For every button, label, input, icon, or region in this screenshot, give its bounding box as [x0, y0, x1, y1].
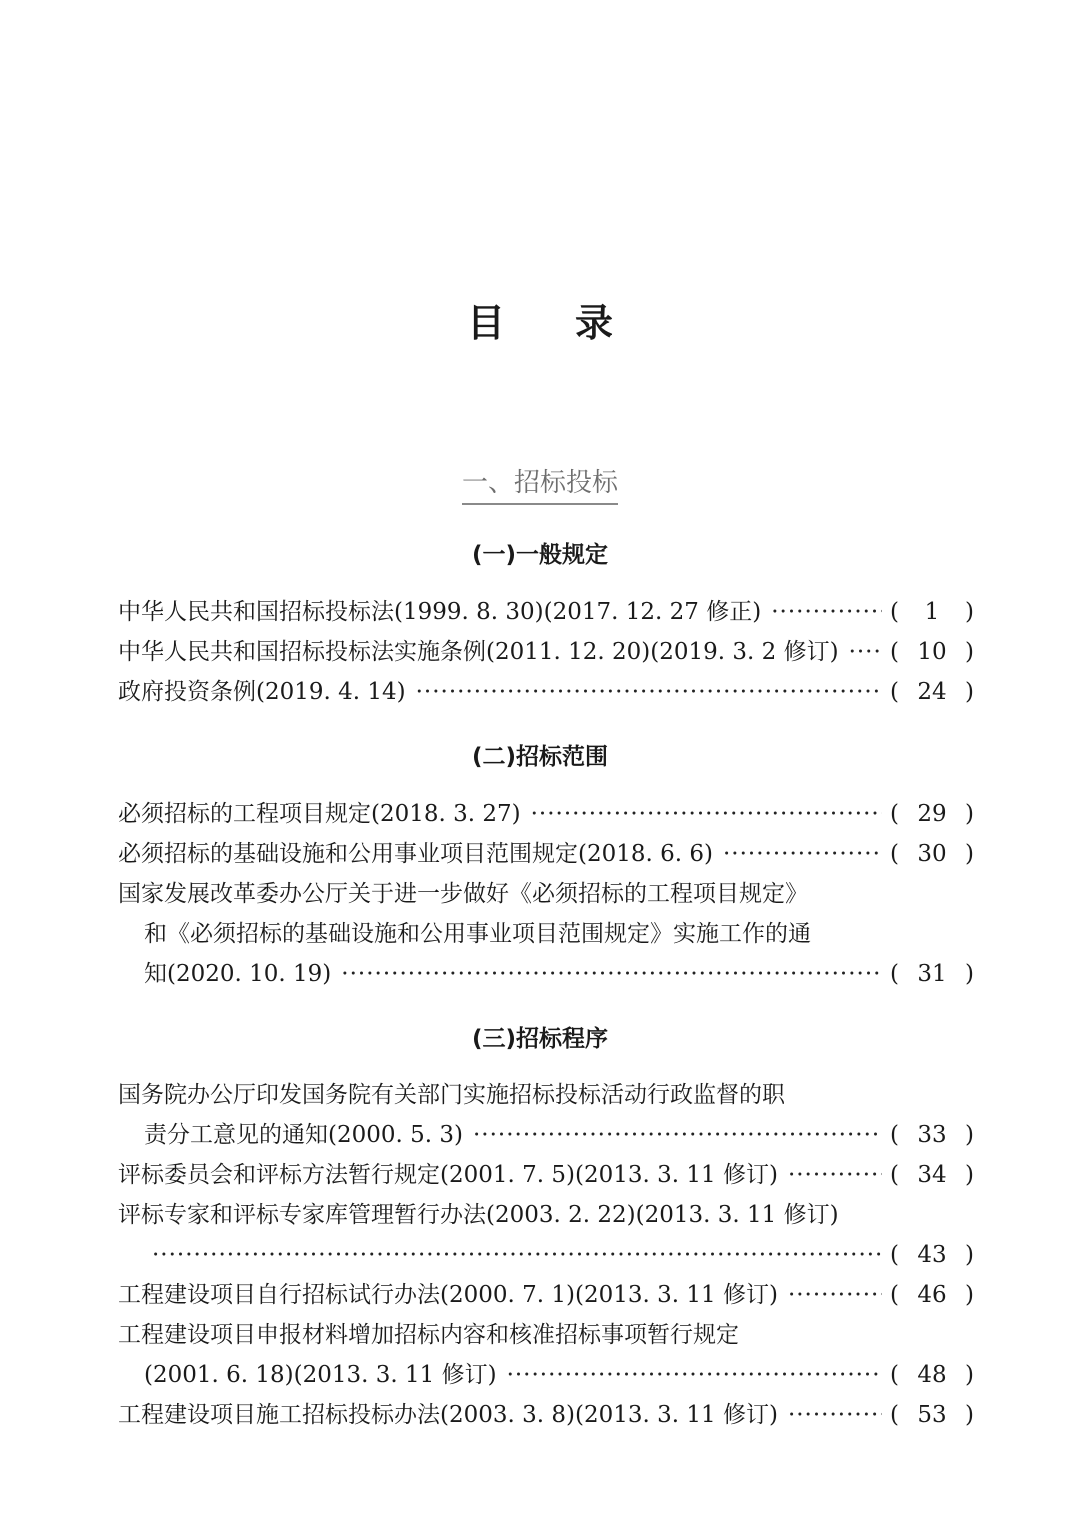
part-heading-text: 一、招标投标	[462, 462, 618, 505]
page-number: ( 24 )	[890, 679, 974, 705]
page-number: ( 31 )	[890, 961, 974, 987]
dot-leader	[723, 836, 882, 872]
dot-leader	[473, 1117, 882, 1153]
dot-leader	[341, 956, 882, 992]
toc-entry[interactable]	[118, 796, 974, 832]
page-number: ( 1 )	[890, 599, 974, 625]
page-number: ( 34 )	[890, 1162, 974, 1188]
toc-entry-title: 中华人民共和国招标投标法实施条例(2011. 12. 20)(2019. 3. 2 修订)	[118, 639, 839, 665]
page-number: ( 10 )	[890, 639, 974, 665]
dot-leader	[788, 1277, 882, 1313]
toc-entry-title: 评标专家和评标专家库管理暂行办法(2003. 2. 22)(2013. 3. 11 修订)	[118, 1202, 839, 1228]
page-number: ( 46 )	[890, 1282, 974, 1308]
toc-entry-continued[interactable]	[118, 1197, 974, 1233]
toc-entry[interactable]	[118, 1277, 974, 1313]
toc-entry[interactable]	[118, 594, 974, 630]
page-number: ( 43 )	[890, 1242, 974, 1268]
page-number: ( 48 )	[890, 1362, 974, 1388]
toc-entry-title: 国家发展改革委办公厅关于进一步做好《必须招标的工程项目规定》	[118, 881, 808, 907]
toc-entry-title: 工程建设项目申报材料增加招标内容和核准招标事项暂行规定	[118, 1322, 739, 1348]
dot-leader	[788, 1397, 882, 1433]
toc-entry-title: 责分工意见的通知(2000. 5. 3)	[144, 1122, 463, 1148]
toc-entry[interactable]	[118, 836, 974, 872]
dot-leader	[771, 594, 882, 630]
dot-leader	[531, 796, 882, 832]
toc-entry-title: 政府投资条例(2019. 4. 14)	[118, 679, 406, 705]
dot-leader	[507, 1357, 882, 1393]
page-title	[0, 292, 1080, 347]
dot-leader	[152, 1237, 882, 1273]
dot-leader	[788, 1157, 882, 1193]
page-number: ( 30 )	[890, 841, 974, 867]
toc-entry-title: (2001. 6. 18)(2013. 3. 11 修订)	[144, 1362, 497, 1388]
toc-entry-title: 必须招标的基础设施和公用事业项目范围规定(2018. 6. 6)	[118, 841, 713, 867]
toc-entry-continued[interactable]	[144, 916, 974, 952]
part-heading	[0, 462, 1080, 505]
section-heading-general: (一)一般规定	[471, 542, 609, 568]
toc-entry[interactable]	[118, 634, 974, 670]
toc-entry[interactable]	[144, 1117, 974, 1153]
section-heading-procedure: (三)招标程序	[471, 1026, 609, 1052]
toc-entry[interactable]	[144, 1357, 974, 1393]
page-number: ( 29 )	[890, 801, 974, 827]
toc-entry[interactable]	[118, 1157, 974, 1193]
toc-entry-title: 国务院办公厅印发国务院有关部门实施招标投标活动行政监督的职	[118, 1082, 785, 1108]
toc-entry[interactable]	[144, 956, 974, 992]
page-number: ( 33 )	[890, 1122, 974, 1148]
section-heading-scope: (二)招标范围	[471, 744, 609, 770]
toc-entry-title: 中华人民共和国招标投标法(1999. 8. 30)(2017. 12. 27 修正)	[118, 599, 762, 625]
toc-entry-title: 工程建设项目自行招标试行办法(2000. 7. 1)(2013. 3. 11 修订)	[118, 1282, 778, 1308]
toc-entry-title: 知(2020. 10. 19)	[144, 961, 332, 987]
toc-entry-title: 和《必须招标的基础设施和公用事业项目范围规定》实施工作的通	[144, 921, 811, 947]
dot-leader	[849, 634, 882, 670]
toc-entry[interactable]	[144, 1237, 974, 1273]
toc-entry-continued[interactable]	[118, 876, 974, 912]
toc-entry-continued[interactable]	[118, 1077, 974, 1113]
toc-entry-continued[interactable]	[118, 1317, 974, 1353]
toc-entry[interactable]	[118, 1397, 974, 1433]
toc-entry[interactable]	[118, 674, 974, 710]
dot-leader	[416, 674, 882, 710]
toc-entry-title: 工程建设项目施工招标投标办法(2003. 3. 8)(2013. 3. 11 修订)	[118, 1402, 778, 1428]
toc-entry-title: 必须招标的工程项目规定(2018. 3. 27)	[118, 801, 521, 827]
toc-entry-title: 评标委员会和评标方法暂行规定(2001. 7. 5)(2013. 3. 11 修订)	[118, 1162, 778, 1188]
page-number: ( 53 )	[890, 1402, 974, 1428]
title-char-1: 目	[466, 301, 505, 345]
title-char-2: 录	[575, 301, 614, 345]
